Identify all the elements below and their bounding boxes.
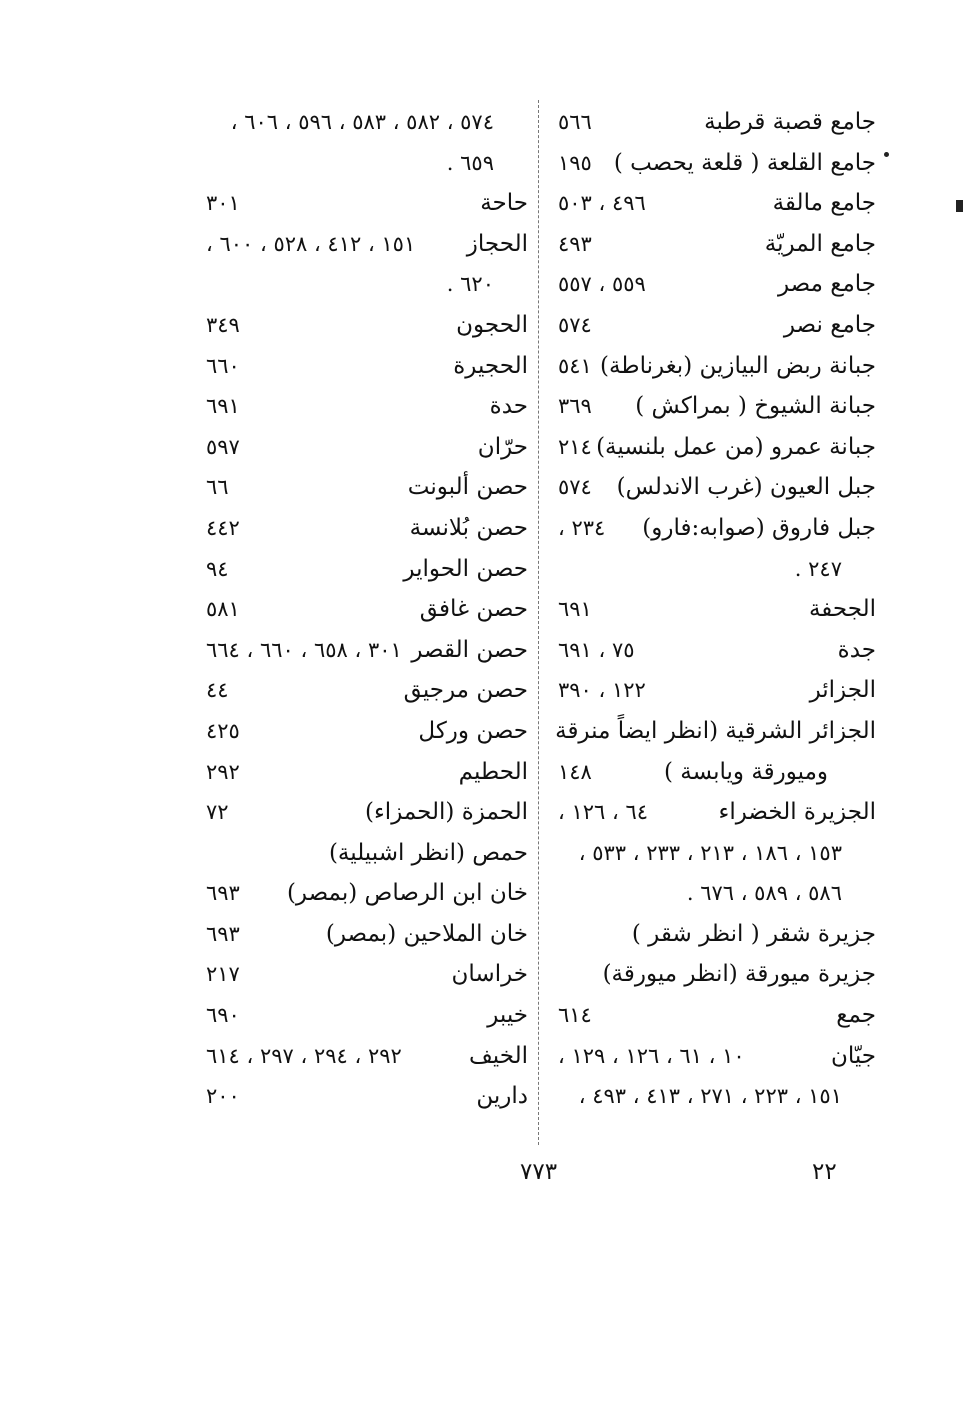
index-entry (200, 995, 534, 1036)
index-entry (552, 589, 882, 630)
index-entry (552, 224, 882, 265)
index-entry (552, 549, 882, 590)
index-entry (200, 670, 534, 711)
entry-pages: ٦٤ ، ١٢٦ ، (558, 800, 648, 825)
entry-name: الجزيرة الخضراء (718, 799, 876, 826)
entry-name: حاحة (480, 190, 528, 217)
entry-pages: ٢٩٢ (206, 759, 240, 784)
entry-pages: ٢١٧ (206, 962, 240, 987)
index-entry (200, 102, 534, 143)
entry-name: جامع القلعة ( قلعة يحصب ) (613, 149, 876, 176)
entry-pages: ٦٩١ (558, 597, 592, 622)
index-entry (200, 386, 534, 427)
entry-name: حصن غافق (419, 596, 528, 623)
index-entry (200, 264, 534, 305)
entry-name: الجزائر (809, 677, 876, 704)
index-entry (552, 143, 882, 184)
entry-pages: ٦٦٠ (206, 353, 240, 378)
entry-name: جيّان (830, 1042, 876, 1069)
entry-pages: ٤٤٢ (206, 515, 240, 540)
index-entry (552, 1076, 882, 1117)
index-entry (552, 346, 882, 387)
entry-name: الجحفة (808, 596, 876, 623)
entry-pages: ٥٧٤ (558, 475, 592, 500)
entry-name: الحجيرة (453, 352, 528, 379)
entry-pages: ١٥١ ، ٤١٢ ، ٥٢٨ ، ٦٠٠ ، (206, 231, 416, 256)
entry-name: خان الملاحين (بمصر) (325, 920, 528, 947)
entry-pages: ١٢٢ ، ٣٩٠ (558, 678, 646, 703)
entry-name: حصن الحواير (403, 555, 528, 582)
index-entry (200, 914, 534, 955)
entry-name: جامع المريّة (764, 230, 876, 257)
index-entry (552, 305, 882, 346)
entry-name: حرّان (477, 433, 528, 460)
index-entry (552, 630, 882, 671)
entry-pages: ٤٢٥ (206, 718, 240, 743)
entry-pages: ٢٣٤ ، (558, 515, 606, 540)
entry-pages: ٣٤٩ (206, 312, 240, 337)
entry-name: الحجون (456, 311, 528, 338)
entry-pages: ٥٧٤ (558, 312, 592, 337)
index-entry (200, 346, 534, 387)
index-entry (200, 1036, 534, 1077)
entry-name: دارين (476, 1083, 528, 1110)
index-entry (200, 549, 534, 590)
entry-pages: ٢٤٧ . (794, 556, 842, 581)
index-entry (200, 183, 534, 224)
entry-name: الحطيم (458, 758, 528, 785)
entry-pages: ٢١٤ (558, 434, 592, 459)
edge-scan-mark (956, 200, 963, 212)
entry-name: خان ابن الرصاص (بمصر) (286, 880, 528, 907)
entry-name: الخيف (469, 1042, 528, 1069)
entry-pages: ٣٠١ (206, 191, 240, 216)
entry-pages: ٦٩٣ (206, 881, 240, 906)
entry-name: خراسان (451, 961, 528, 988)
entry-name: جزيرة ميورقة (انظر ميورقة) (602, 961, 876, 988)
entry-pages: ٧٥ ، ٦٩١ (558, 637, 635, 662)
entry-name: جبانة الشيوخ ( بمراكش ) (635, 393, 876, 420)
entry-pages: ٢٩٢ ، ٢٩٤ ، ٢٩٧ ، ٦١٤ (206, 1043, 402, 1068)
entry-pages: ٥٤١ (558, 353, 592, 378)
entry-pages: ٥٨١ (206, 597, 240, 622)
entry-name: جدة (837, 636, 876, 663)
index-entry (552, 1036, 882, 1077)
index-entry (552, 995, 882, 1036)
entry-pages: ٦٥٩ . (446, 150, 494, 175)
entry-pages: ١٠ ، ٦١ ، ١٢٦ ، ١٢٩ ، (558, 1043, 745, 1068)
index-entry (200, 589, 534, 630)
entry-name: جبانة ربض البيازين (بغرناطة) (600, 352, 876, 379)
index-entry (552, 833, 882, 874)
entry-name: حمص (انظر اشبيلية) (328, 839, 528, 866)
index-entry (552, 711, 882, 752)
entry-pages: ٣٦٩ (558, 394, 592, 419)
entry-pages: ١٥١ ، ٢٢٣ ، ٢٧١ ، ٤١٣ ، ٤٩٣ ، (578, 1084, 842, 1109)
index-entry (552, 752, 882, 793)
entry-name: جبل العيون (غرب الاندلس) (616, 474, 876, 501)
index-entry (200, 143, 534, 184)
index-entry (552, 792, 882, 833)
entry-pages: ٦٩١ (206, 394, 240, 419)
index-entry (552, 914, 882, 955)
entry-pages: ٥٧٤ ، ٥٨٢ ، ٥٨٣ ، ٥٩٦ ، ٦٠٦ ، (230, 110, 494, 134)
index-entry (552, 873, 882, 914)
entry-pages: ١٩٥ (558, 150, 592, 175)
index-entry (552, 102, 882, 143)
entry-name: جامع قصبة قرطبة (704, 109, 876, 135)
entry-pages: ٤٩٣ (558, 231, 592, 256)
entry-pages: ٦٩٣ (206, 921, 240, 946)
index-entry (552, 508, 882, 549)
entry-pages: ٥٥٩ ، ٥٥٧ (558, 272, 646, 297)
index-entry (200, 954, 534, 995)
entry-name: حصن القصر (411, 636, 528, 663)
entry-name: جبانة عمرو (من عمل بلنسية) (596, 433, 876, 460)
index-entry (200, 752, 534, 793)
entry-pages: ٩٤ (206, 556, 229, 581)
index-entry (200, 224, 534, 265)
entry-pages: ٧٢ (206, 800, 229, 825)
entry-name: الحجاز (466, 230, 528, 257)
entry-name: جامع مالقة (772, 190, 876, 217)
index-entry (552, 386, 882, 427)
index-entry (552, 954, 882, 995)
entry-pages: ٤٤ (206, 678, 229, 703)
entry-pages: ٥٨٦ ، ٥٨٩ ، ٦٧٦ . (686, 881, 842, 906)
entry-pages: ٥٩٧ (206, 434, 240, 459)
entry-pages: ٢٠٠ (206, 1084, 240, 1109)
entry-pages: ٤٩٦ ، ٥٠٣ (558, 191, 646, 216)
entry-pages: ٥٦٦ (558, 110, 592, 134)
index-entry (552, 427, 882, 468)
index-entry (200, 1076, 534, 1117)
index-entry (552, 670, 882, 711)
entry-name: جامع مصر (777, 271, 876, 298)
entry-name: حصن مرجيق (403, 677, 528, 704)
index-entry (200, 427, 534, 468)
index-entry (200, 792, 534, 833)
index-entry (200, 305, 534, 346)
index-entry (200, 711, 534, 752)
entry-name: حصن ألبونت (407, 474, 528, 501)
left-index-column (200, 102, 534, 1117)
index-entry (200, 508, 534, 549)
index-entry (200, 873, 534, 914)
entry-name: جامع نصر (783, 311, 876, 338)
column-divider (538, 100, 539, 1145)
entry-pages: ١٥٣ ، ١٨٦ ، ٢١٣ ، ٢٣٣ ، ٥٣٣ ، (578, 840, 842, 865)
entry-pages: ٣٠١ ، ٦٥٨ ، ٦٦٠ ، ٦٦٤ (206, 637, 402, 662)
margin-dot-mark (884, 152, 889, 157)
entry-name: حصن بُلانسة (409, 514, 528, 541)
right-index-column (552, 102, 882, 1117)
entry-pages: ٦٦ (206, 475, 229, 500)
entry-pages: ١٤٨ (558, 759, 592, 784)
page-number: ٧٧٣ (520, 1159, 558, 1185)
index-entry (552, 264, 882, 305)
signature-number: ٢٢ (812, 1159, 837, 1185)
entry-name: حصن وركل (418, 717, 528, 744)
entry-name: جبل فاروق (صوابه:فارو) (642, 514, 876, 541)
entry-name: الجزائر الشرقية (انظر ايضاً منرقة (555, 717, 876, 744)
index-entry (552, 183, 882, 224)
index-entry (200, 467, 534, 508)
entry-name: جزيرة شقر ( انظر شقر ) (631, 920, 876, 947)
entry-name: وميورقة ويابسة ) (663, 758, 828, 785)
index-entry (552, 467, 882, 508)
entry-pages: ٦٩٠ (206, 1003, 240, 1028)
entry-name: جمع (836, 1002, 876, 1029)
entry-pages: ٦٢٠ . (446, 272, 494, 297)
index-entry (200, 630, 534, 671)
entry-name: خيبر (487, 1002, 528, 1029)
entry-pages: ٦١٤ (558, 1003, 592, 1028)
index-entry (200, 833, 534, 874)
entry-name: حدة (489, 393, 528, 420)
entry-name: الحمزة (الحمزاء) (365, 799, 528, 826)
